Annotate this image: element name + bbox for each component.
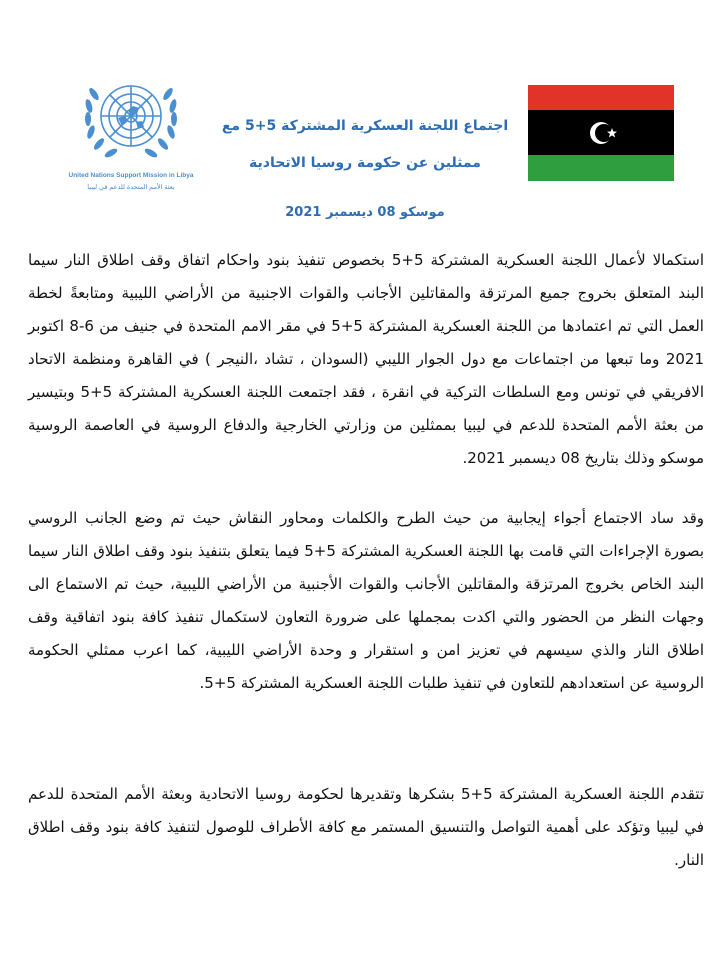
meeting-place-date: موسكو 08 ديسمبر 2021 xyxy=(285,205,445,220)
meeting-title-line1: اجتماع اللجنة العسكرية المشتركة 5+5 مع xyxy=(221,118,509,134)
libya-flag-icon xyxy=(586,116,620,150)
flag-green-stripe xyxy=(528,155,674,181)
un-logo xyxy=(56,66,206,196)
logo-caption-en: United Nations Support Mission in Libya xyxy=(68,172,194,179)
body-paragraph-2: وقد ساد الاجتماع أجواء إيجابية من حيث الطرح والكلمات ومحاور النقاش حيث تم وضع الجانب الروسي بصورة الإجراءات التي قامت بها اللجنة العسكرية المشتركة 5+5 فيما يتعلق بتنفيذ بنود وقف اطلاق النار سيما البند الخاص بخروج المرتزقة والمقاتلين الأجانب والقوات الأجنبية من الأراضي الليبية، حيث تم الاستماع الى وجهات النظر من الحضور والتي اكدت بمجملها على ضرورة التعاون لاستكمال تنفيذ كافة بنود اتفاقية وقف اطلاق النار والذي سيسهم في تعزيز امن و استقرار و وحدة الأراضي الليبية، كما اعرب ممثلي الحكومة الروسية عن استعدادهم للتعاون في تنفيذ طلبات اللجنة العسكرية المشتركة 5+5. xyxy=(28,509,704,692)
body-paragraph-3: تتقدم اللجنة العسكرية المشتركة 5+5 بشكرها وتقديرها لحكومة روسيا الاتحادية وبعثة الأمم المتحدة للدعم في ليبيا وتؤكد على أهمية التواصل والتنسيق المستمر مع كافة الأطراف للوصول لتنفيذ كافة بنود وقف اطلاق النار. xyxy=(28,785,704,869)
logo-caption-ar: بعثة الأمم المتحدة للدعم في ليبيا xyxy=(87,184,175,191)
un-emblem-icon xyxy=(68,66,194,170)
meeting-title-line2: ممثلين عن حكومة روسيا الاتحادية xyxy=(249,155,481,171)
libya-flag xyxy=(528,85,674,181)
body-paragraph-1: استكمالا لأعمال اللجنة العسكرية المشتركة 5+5 بخصوص تنفيذ بنود واحكام اتفاق وقف اطلاق النار سيما البند المتعلق بخروج جميع المرتزقة والمقاتلين الأجانب والقوات الاجنبية من الأراضي الليبية ومتابعةً لخطة العمل التي تم اعتمادها من اللجنة العسكرية المشتركة 5+5 في مقر الامم المتحدة في جنيف من 6-8 اكتوبر 2021 وما تبعها من اجتماعات مع دول الجوار الليبي (السودان ، تشاد ،النيجر ) في القاهرة ومنظمة الاتحاد الافريقي في تونس ومع السلطات التركية في انقرة ، فقد اجتمعت اللجنة العسكرية المشتركة 5+5 وبتيسير من بعثة الأمم المتحدة للدعم في ليبيا بممثلين من وزارتي الخارجية والدفاع الروسية في العاصمة الروسية موسكو وذلك بتاريخ 08 ديسمبر 2021. xyxy=(28,251,704,467)
flag-red-stripe xyxy=(528,85,674,110)
